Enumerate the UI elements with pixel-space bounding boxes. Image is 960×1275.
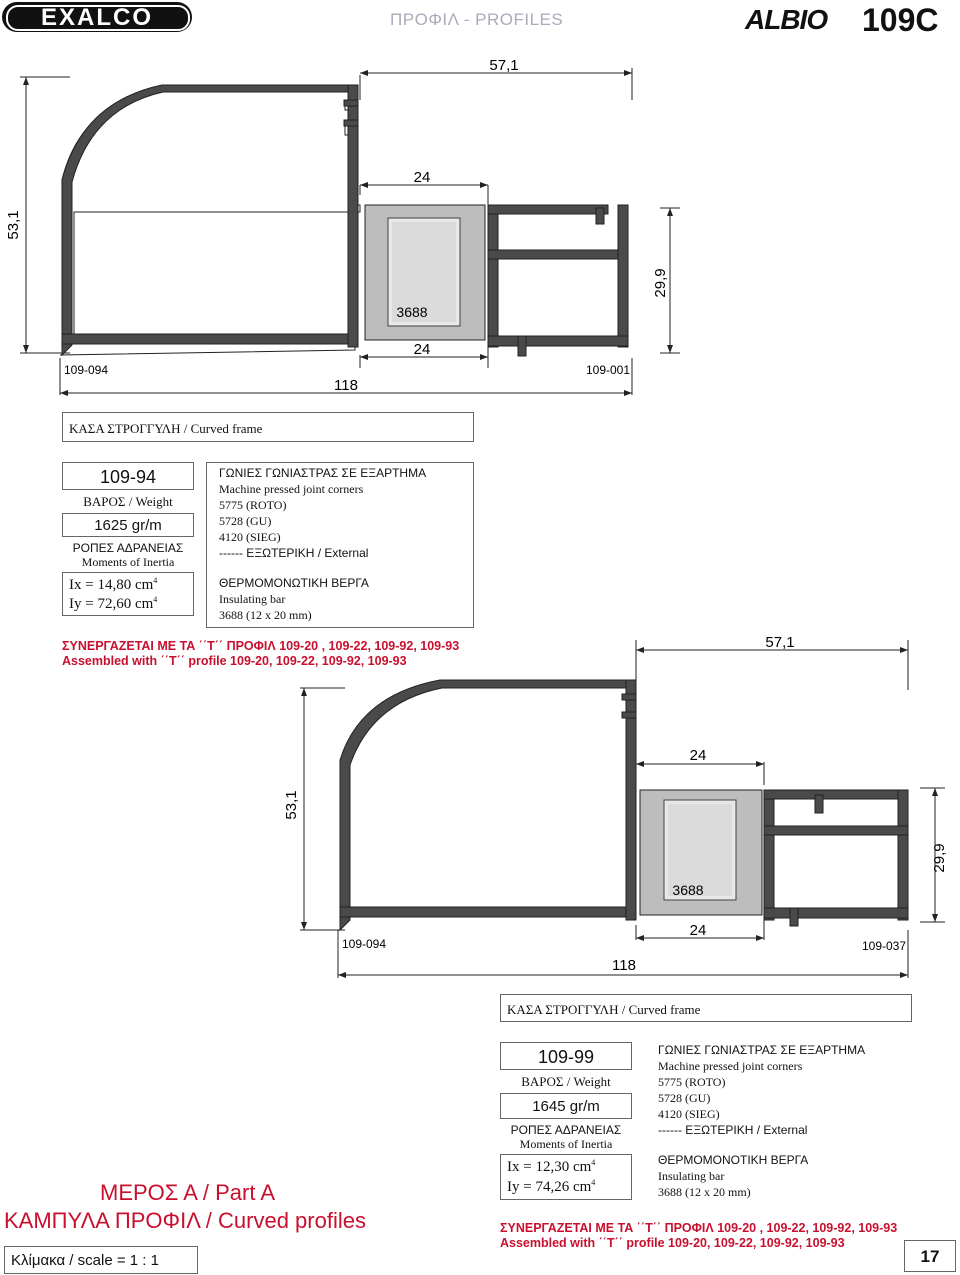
- p2-weight: 1645 gr/m: [532, 1098, 600, 1115]
- p1-bar-label: 3688: [396, 304, 428, 320]
- p1-dim-bar-top: 24: [413, 169, 431, 186]
- p2-code-left: 109-094: [341, 937, 387, 951]
- p2-code-right: 109-037: [861, 939, 907, 953]
- p1-dim-total: 118: [334, 377, 358, 394]
- p1-assembled-en: Assembled with ΄΄T΄΄ profile 109-20, 109-22, 109-92, 109-93: [62, 654, 407, 668]
- p2-dim-bar-top: 24: [689, 747, 707, 764]
- p1-code-right: 109-001: [585, 363, 631, 377]
- p1-dim-height: 53,1: [5, 210, 22, 240]
- part-title: ΜΕΡΟΣ Α / Part A: [100, 1180, 276, 1205]
- series-code: 109C: [862, 2, 939, 38]
- p2-iy: Iy = 74,26 cm: [507, 1179, 592, 1195]
- profile2-drawing: [0, 630, 960, 990]
- p2-caption-box: ΚΑΣΑ ΣΤΡΟΓΓΥΛΗ / Curved frame: [500, 994, 912, 1022]
- p1-code: 109-94: [99, 467, 157, 487]
- p1-corners-box: ΓΩΝΙΕΣ ΓΩΝΙΑΣΤΡΑΣ ΣΕ ΕΞΑΡΤΗΜΑ Machine pressed joint corners 5775 (ROTO) 5728 (GU) 4120 (SIEG) ------ ΕΞΩΤΕΡΙΚΗ / External ΘΕΡΜΟΜΟΝΩΤΙΚΗ ΒΕΡΓΑ Insulating bar 3688 (12 x 20 mm): [206, 462, 474, 628]
- p2-dim-width: 57,1: [765, 634, 795, 651]
- p2-ix: Ix = 12,30 cm: [507, 1159, 592, 1175]
- p1-spec-block: 109-94 ΒΑΡΟΣ / Weight 1625 gr/m ΡΟΠΕΣ ΑΔΡΑΝΕΙΑΣ Moments of Inertia Ix = 14,80 $cm^4$ Iy = 72,60 $cm^4$: [62, 462, 194, 616]
- header-title: ΠΡΟΦΙΛ - PROFILES: [390, 10, 564, 29]
- p1-caption-box: ΚΑΣΑ ΣΤΡΟΓΓΥΛΗ / Curved frame: [62, 412, 474, 442]
- p1-dim-right: 29,9: [652, 268, 669, 298]
- profile1-drawing: [0, 40, 960, 400]
- p2-bar-label: 3688: [672, 882, 704, 898]
- p1-dim-bar-bottom: 24: [413, 341, 431, 358]
- p1-ix: Ix = 14,80 cm: [69, 577, 154, 593]
- albio-brand: ALBIO: [745, 4, 828, 35]
- scale-box: [4, 1246, 198, 1274]
- p2-corners-text: ΓΩΝΙΕΣ ΓΩΝΙΑΣΤΡΑΣ ΣΕ ΕΞΑΡΤΗΜΑ Machine pressed joint corners 5775 (ROTO) 5728 (GU) 4120 (SIEG) ------ ΕΞΩΤΕΡΙΚΗ / External ΘΕΡΜΟΜΟΝΟΤΙΚΗ ΒΕΡΓΑ Insulating bar 3688 (12 x 20 mm): [658, 1043, 866, 1199]
- p1-weight: 1625 gr/m: [94, 517, 162, 534]
- p2-dim-height: 53,1: [283, 790, 300, 820]
- p2-assembled-gr: ΣΥΝΕΡΓΑΖΕΤΑΙ ΜΕ ΤΑ ΄΄Τ΄΄ ΠΡΟΦΙΛ 109-20 , 109-22, 109-92, 109-93: [500, 1221, 898, 1235]
- scale-label: Κλίμακα / scale = 1 : 1: [11, 1252, 159, 1269]
- p2-code: 109-99: [537, 1047, 595, 1067]
- p1-dim-width: 57,1: [489, 57, 519, 74]
- p1-iy: Iy = 72,60 cm: [69, 596, 154, 612]
- page-number: 17: [920, 1247, 940, 1266]
- p1-code-left: 109-094: [63, 363, 109, 377]
- page-number-box: [904, 1240, 956, 1272]
- p2-dim-bar-bottom: 24: [689, 922, 707, 939]
- p1-assembled-gr: ΣΥΝΕΡΓΑΖΕΤΑΙ ΜΕ ΤΑ ΄΄Τ΄΄ ΠΡΟΦΙΛ 109-20 , 109-22, 109-92, 109-93: [62, 639, 460, 653]
- section-title: ΚΑΜΠΥΛΑ ΠΡΟΦΙΛ / Curved profiles: [4, 1208, 366, 1233]
- p2-spec-block: 109-99 ΒΑΡΟΣ / Weight 1645 gr/m ΡΟΠΕΣ ΑΔΡΑΝΕΙΑΣ Moments of Inertia Ix = 12,30 $cm^4$ Iy = 74,26 $cm^4$: [500, 1042, 632, 1200]
- header: [0, 0, 960, 40]
- exalco-logo: EXALCO: [2, 2, 192, 32]
- p2-dim-right: 29,9: [931, 843, 948, 873]
- p2-dim-total: 118: [612, 957, 636, 974]
- p2-assembled-en: Assembled with ΄΄T΄΄ profile 109-20, 109-22, 109-92, 109-93: [500, 1236, 845, 1250]
